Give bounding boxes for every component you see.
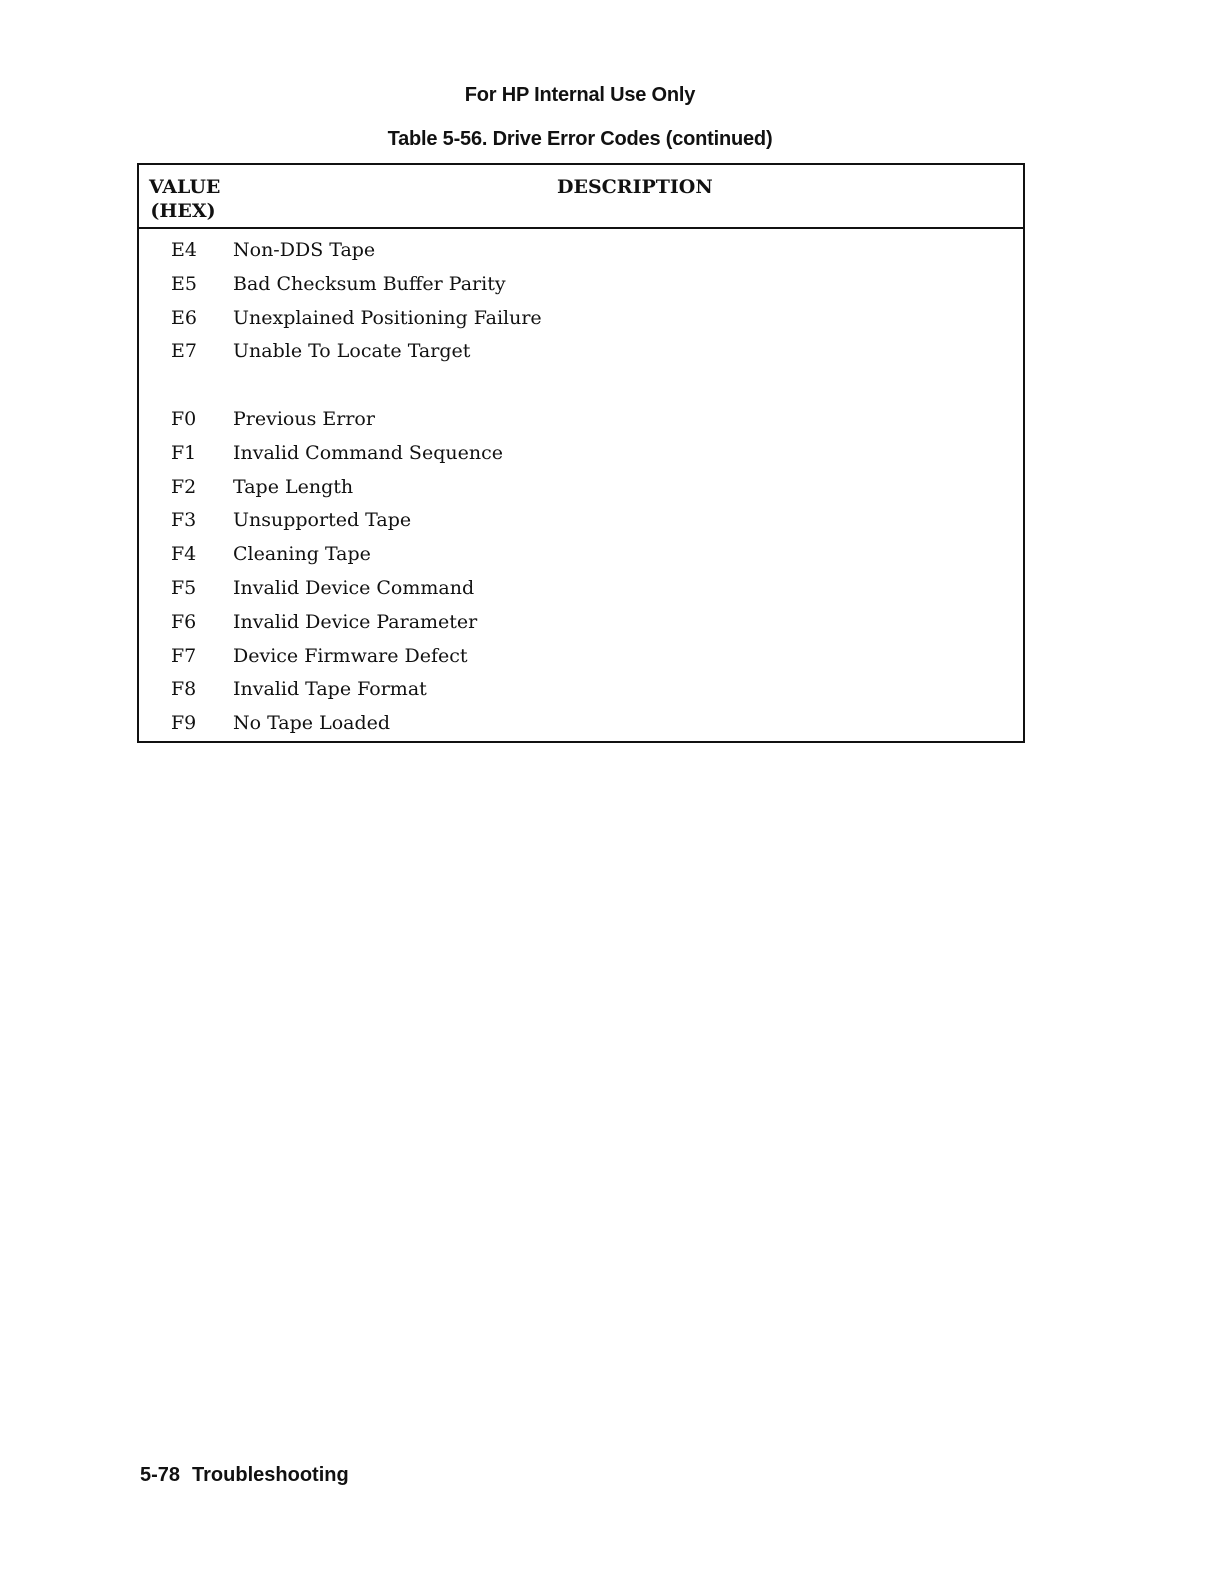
error-description: Unable To Locate Target (233, 340, 471, 363)
error-code: E4 (171, 239, 197, 261)
table-row (139, 237, 1023, 271)
table-body (139, 237, 1023, 744)
table-row (139, 710, 1023, 744)
error-description: Cleaning Tape (233, 543, 371, 566)
internal-use-notice: For HP Internal Use Only (464, 84, 696, 106)
error-code: E6 (171, 306, 197, 329)
table-row (139, 338, 1023, 372)
error-codes-table (137, 163, 1025, 743)
table-row-spacer (139, 372, 1023, 406)
error-description: Invalid Device Parameter (233, 610, 478, 633)
error-code: F3 (171, 509, 197, 532)
error-code: F8 (171, 678, 197, 701)
error-code: F0 (171, 407, 197, 430)
table-row (139, 440, 1023, 474)
page-number: 5-78 (140, 1464, 181, 1486)
error-description: Invalid Device Command (233, 576, 475, 599)
column-header-value (149, 175, 221, 223)
error-code: F5 (171, 576, 197, 599)
section-title: Troubleshooting (192, 1464, 349, 1486)
table-caption: Table 5-56. Drive Error Codes (continued) (387, 128, 773, 150)
error-description: Non-DDS Tape (233, 239, 376, 261)
table-row (139, 507, 1023, 541)
column-header-value-line1: VALUE (149, 176, 221, 198)
table-row (139, 271, 1023, 305)
error-description: No Tape Loaded (233, 712, 391, 735)
error-description: Unexplained Positioning Failure (233, 306, 542, 329)
error-code: F4 (171, 543, 197, 566)
table-row (139, 406, 1023, 440)
error-code: F6 (171, 610, 197, 633)
error-description: Bad Checksum Buffer Parity (233, 272, 506, 295)
error-code: F2 (171, 475, 197, 498)
error-description: Unsupported Tape (233, 509, 412, 532)
table-row (139, 609, 1023, 643)
column-header-value-line2: (HEX) (150, 200, 216, 222)
error-code: F1 (171, 441, 197, 464)
table-row (139, 575, 1023, 609)
error-code: E5 (171, 272, 197, 295)
error-description: Previous Error (233, 407, 375, 430)
error-code: F7 (171, 644, 197, 667)
table-header (139, 165, 1023, 229)
table-row (139, 305, 1023, 339)
table-row (139, 474, 1023, 508)
error-code: E7 (171, 340, 197, 363)
error-description: Invalid Command Sequence (233, 441, 503, 464)
column-header-description: DESCRIPTION (557, 176, 713, 198)
error-description: Device Firmware Defect (233, 644, 468, 667)
error-description: Invalid Tape Format (233, 678, 427, 701)
table-row (139, 676, 1023, 710)
error-description: Tape Length (233, 475, 354, 498)
error-code: F9 (171, 712, 197, 735)
table-row (139, 643, 1023, 677)
page-footer (140, 1464, 349, 1487)
table-row (139, 541, 1023, 575)
